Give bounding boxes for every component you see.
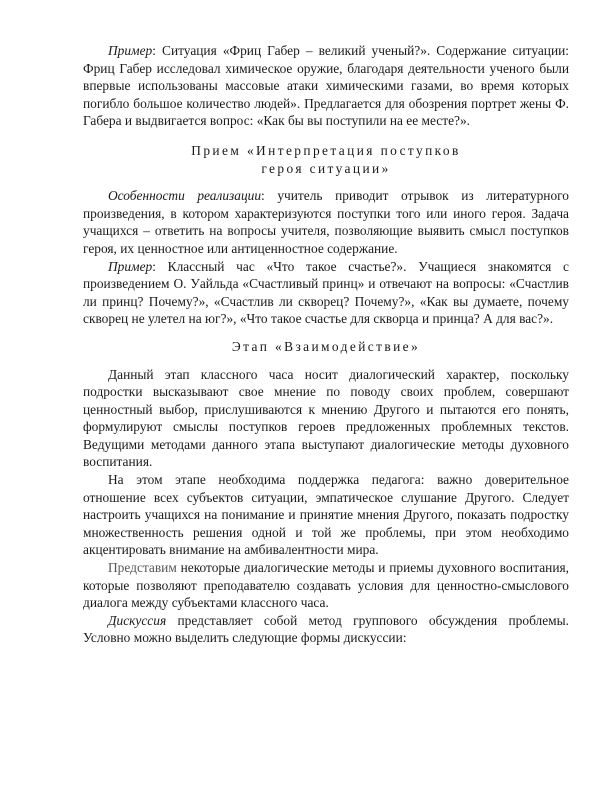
section-heading-interpretation xyxy=(83,142,569,177)
page-content xyxy=(83,42,569,647)
paragraph-example-haber xyxy=(83,42,569,130)
paragraph-text: : Ситуация «Фриц Габер – великий ученый?». Содержание ситуации: Фриц Габер исследовал химическое оружие, благодаря деятельности ученого были впервые использованы массовые атаки химическими газами, во время которых погибло большое количество людей». Предлагается для обозрения портрет жены Ф. Габера и выдвигается вопрос: «Как бы вы поступили на ее месте?». xyxy=(83,43,569,129)
paragraph-implementation-features xyxy=(83,187,569,257)
paragraph-lead-present: Представим xyxy=(108,560,177,576)
paragraph-stage-description: Данный этап классного часа носит диалогический характер, поскольку подростки высказывают свое мнение по поводу своих проблем, совершают ценностный выбор, прислушиваются к мнению Другого и пытаются его понять, формулируют смыслы поступков героев предложенных проблемных текстов. Ведущими методами данного этапа выступают диалогические методы духовного воспитания. xyxy=(83,366,569,470)
paragraph-example-happiness xyxy=(83,258,569,328)
section-heading-interaction: Этап «Взаимодействие» xyxy=(231,338,421,354)
paragraph-text: некоторые диалогические методы и приемы духовного воспитания, которые позволяют преподавателю создавать условия для ценностно-смыслового диалога между субъектами классного часа. xyxy=(83,560,569,611)
paragraph-dialogue-methods xyxy=(83,559,569,612)
paragraph-lead-example: Пример xyxy=(108,43,153,58)
paragraph-text: : учитель приводит отрывок из литературного произведения, в котором характеризуются поступки того или иного героя. Задача учащихся – ответить на вопросы учителя, позволяющие выявить смысл поступков героя, их ценностное или антиценностное содержание. xyxy=(83,188,569,256)
paragraph-text: представляет собой метод группового обсуждения проблемы. Условно можно выделить следующие формы дискуссии: xyxy=(83,612,569,646)
paragraph-lead-discussion: Дискуссия xyxy=(108,612,167,628)
paragraph-discussion xyxy=(83,612,569,647)
heading-line-1: Прием «Интерпретация поступков xyxy=(191,142,461,158)
paragraph-lead-features: Особенности реализации xyxy=(108,188,262,204)
paragraph-teacher-support: На этом этапе необходима поддержка педагога: важно доверительное отношение всех субъектов ситуации, эмпатическое слушание Другого. Следует настроить учащихся на понимание и принятие мнения Другого, показать подростку множественность решения одной и той же проблемы, при этом необходимо акцентировать внимание на амбивалентности мира. xyxy=(83,472,569,558)
paragraph-text: : Классный час «Что такое счастье?». Учащиеся знакомятся с произведением О. Уайльда «Счастливый принц» и отвечают на вопросы: «Счастлив ли принц? Почему?», «Счастлив ли скворец? Почему?», «Как вы думаете, почему скворец не улетел на юг?», «Что такое счастье для скворца и принца? А для вас?». xyxy=(83,258,569,327)
heading-line-2: героя ситуации» xyxy=(261,160,391,176)
paragraph-lead-example: Пример xyxy=(108,258,153,274)
